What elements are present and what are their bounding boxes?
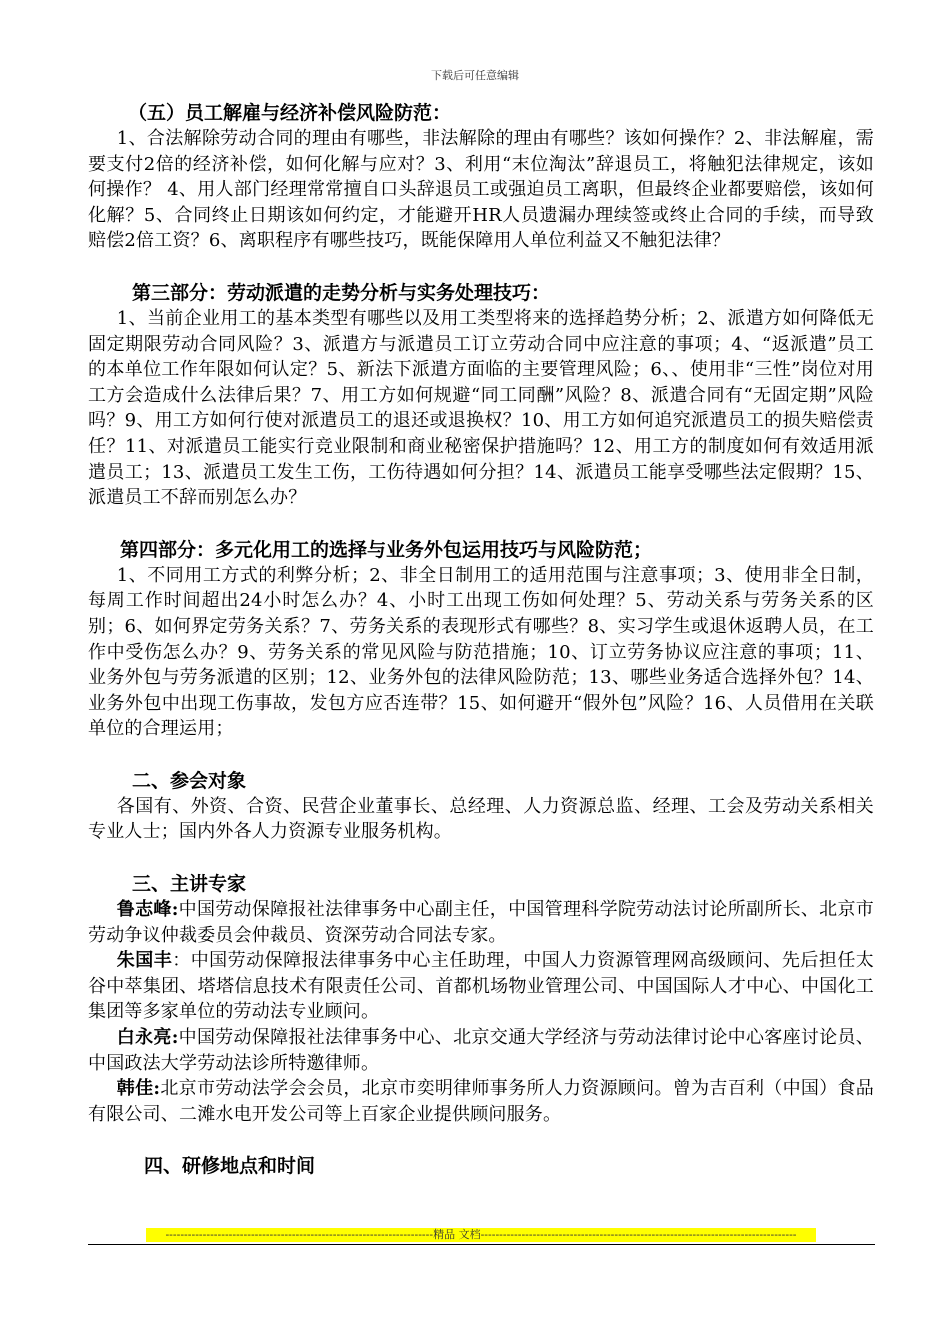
expert-entry — [88, 1076, 874, 1127]
expert-entry — [88, 897, 874, 948]
expert-desc: 中国劳动保障报社法律事务中心副主任，中国管理科学院劳动法讨论所副所长、北京市劳动争议仲裁委员会仲裁员、资深劳动合同法专家。 — [88, 899, 874, 946]
expert-name: 鲁志峰: — [116, 899, 179, 921]
expert-name: 韩佳: — [116, 1078, 161, 1100]
part-3-title: 第三部分：劳动派遣的走势分析与实务处理技巧： — [132, 281, 551, 304]
footer-divider — [88, 1244, 875, 1245]
expert-desc: 北京市劳动法学会会员，北京市奕明律师事务所人力资源顾问。曾为吉百利（中国）食品有限公司、二滩水电开发公司等上百家企业提供顾问服务。 — [88, 1078, 874, 1125]
attendees-body: 各国有、外资、合资、民营企业董事长、总经理、人力资源总监、经理、工会及劳动关系相关专业人士；国内外各人力资源专业服务机构。 — [88, 795, 874, 843]
part-4-title: 第四部分：多元化用工的选择与业务外包运用技巧与风险防范； — [120, 538, 653, 561]
expert-desc: ：中国劳动保障报法律事务中心主任助理，中国人力资源管理网高级顾问、先后担任太谷中萃集团、塔塔信息技术有限责任公司、首都机场物业管理公司、中国国际人才中心、中国化工集团等多家单位的劳动法专业顾问。 — [88, 950, 874, 1023]
attendees-title: 二、参会对象 — [132, 769, 247, 792]
venue-title: 四、研修地点和时间 — [144, 1155, 316, 1178]
expert-entry — [88, 948, 874, 1025]
expert-entry — [88, 1025, 874, 1076]
expert-desc: 中国劳动保障报社法律事务中心、北京交通大学经济与劳动法律讨论中心客座讨论员、中国政法大学劳动法诊所特邀律师。 — [88, 1027, 874, 1074]
header-note: 下载后可任意编辑 — [431, 69, 519, 82]
expert-name: 白永亮: — [116, 1027, 179, 1049]
document-body — [88, 100, 874, 1179]
section-5-body: 1、合法解除劳动合同的理由有哪些，非法解除的理由有哪些？该如何操作？2、非法解雇，需要支付2倍的经济补偿，如何化解与应对？3、利用“末位淘汰”辞退员工，将触犯法律规定，该如何操作？ 4、用人部门经理常常擅自口头辞退员工或强迫员工离职，但最终企业都要赔偿，该如何化解？5、合同终止日期该如何约定，才能避开HR人员遗漏办理续签或终止合同的手续，而导致赔偿2倍工资？6、离职程序有哪些技巧，既能保障用人单位利益又不触犯法律？ — [88, 128, 874, 252]
footer-banner: ------------------------------------------------------------------------精品 文档------------------------------------------------------------------------------------- — [146, 1228, 816, 1242]
experts-title: 三、主讲专家 — [132, 873, 247, 896]
part-4-body: 1、不同用工方式的利弊分析；2、非全日制用工的适用范围与注意事项；3、使用非全日制，每周工作时间超出24小时怎么办？4、小时工出现工伤如何处理？5、劳动关系与劳务关系的区别；6、如何界定劳务关系？7、劳务关系的表现形式有哪些？8、实习学生或退休返聘人员，在工作中受伤怎么办？9、劳务关系的常见风险与防范措施；10、订立劳务协议应注意的事项；11、业务外包与劳务派遣的区别；12、业务外包的法律风险防范；13、哪些业务适合选择外包？14、业务外包中出现工伤事故，发包方应否连带？15、如何避开“假外包”风险？16、人员借用在关联单位的合理运用； — [88, 564, 874, 740]
part-3-body: 1、当前企业用工的基本类型有哪些以及用工类型将来的选择趋势分析；2、派遣方如何降低无固定期限劳动合同风险？3、派遣方与派遣员工订立劳动合同中应注意的事项；4、“返派遣”员工的本单位工作年限如何认定？5、新法下派遣方面临的主要管理风险；6、、使用非“三性”岗位对用工方会造成什么法律后果？7、用工方如何规避“同工同酬”风险？8、派遣合同有“无固定期”风险吗？9、用工方如何行使对派遣员工的退还或退换权？10、用工方如何追究派遣员工的损失赔偿责任？11、对派遣员工能实行竞业限制和商业秘密保护措施吗？12、用工方的制度如何有效适用派遣员工；13、派遣员工发生工伤，工伤待遇如何分担？14、派遣员工能享受哪些法定假期？15、派遣员工不辞而别怎么办？ — [88, 307, 874, 509]
expert-name: 朱国丰 — [116, 950, 173, 972]
section-5-title: （五）员工解雇与经济补偿风险防范： — [128, 102, 452, 124]
